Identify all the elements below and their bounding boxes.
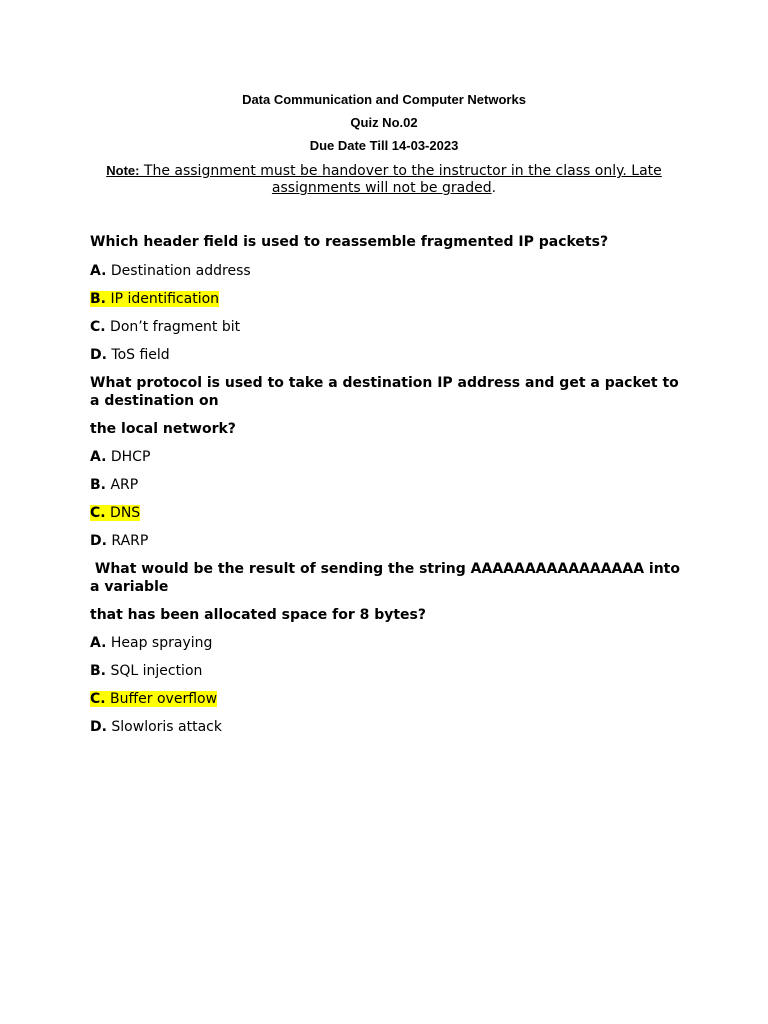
- option-text: ToS field: [111, 347, 170, 363]
- option-text: ARP: [110, 477, 139, 493]
- option-letter: D.: [90, 533, 107, 549]
- option-d: [90, 346, 680, 364]
- option-text: IP identification: [110, 291, 220, 307]
- option-text: Don’t fragment bit: [110, 319, 241, 335]
- quiz-body: [90, 233, 685, 746]
- option-c-highlighted: [90, 504, 680, 522]
- question-block-2: [90, 374, 680, 550]
- option-c: [90, 318, 680, 336]
- option-a: [90, 634, 680, 652]
- option-text: DNS: [110, 505, 141, 521]
- option-text: DHCP: [110, 449, 151, 465]
- option-d: [90, 718, 680, 736]
- question-text-continued: the local network?: [90, 421, 236, 437]
- option-b: [90, 662, 680, 680]
- option-letter: B.: [90, 663, 106, 679]
- due-date: Due Date Till 14-03-2023: [309, 138, 459, 153]
- question-text: What protocol is used to take a destination IP address and get a packet to a destination on: [90, 375, 679, 409]
- assignment-note: [90, 162, 678, 197]
- option-d: [90, 532, 680, 550]
- option-b: [90, 476, 680, 494]
- question-block-3: [90, 560, 685, 736]
- note-label: Note:: [106, 163, 140, 178]
- document-header: [90, 92, 678, 197]
- option-text: Buffer overflow: [110, 691, 218, 707]
- question-block-1: [90, 233, 680, 364]
- course-title: Data Communication and Computer Networks: [242, 92, 526, 107]
- option-text: Destination address: [110, 263, 251, 279]
- option-letter: A.: [90, 263, 107, 279]
- option-letter: A.: [90, 449, 107, 465]
- question-text: Which header field is used to reassemble fragmented IP packets?: [90, 234, 609, 250]
- option-text: Slowloris attack: [111, 719, 222, 735]
- option-b-highlighted: [90, 290, 680, 308]
- option-letter: B.: [90, 477, 106, 493]
- option-c-highlighted: [90, 690, 680, 708]
- option-letter: C.: [90, 691, 106, 707]
- note-text: The assignment must be handover to the instructor in the class only. Late assignments will not be graded: [139, 163, 662, 196]
- option-letter: C.: [90, 319, 106, 335]
- option-text: Heap spraying: [110, 635, 213, 651]
- option-letter: C.: [90, 505, 106, 521]
- option-text: SQL injection: [110, 663, 203, 679]
- option-text: RARP: [111, 533, 149, 549]
- option-letter: D.: [90, 719, 107, 735]
- note-end: .: [491, 180, 497, 196]
- option-letter: D.: [90, 347, 107, 363]
- option-a: [90, 448, 680, 466]
- option-letter: B.: [90, 291, 106, 307]
- quiz-number: Quiz No.02: [350, 115, 418, 130]
- option-a: [90, 262, 680, 280]
- question-text: What would be the result of sending the string AAAAAAAAAAAAAAAA into a variable: [90, 561, 685, 595]
- question-text-continued: that has been allocated space for 8 bytes?: [90, 607, 426, 623]
- option-letter: A.: [90, 635, 107, 651]
